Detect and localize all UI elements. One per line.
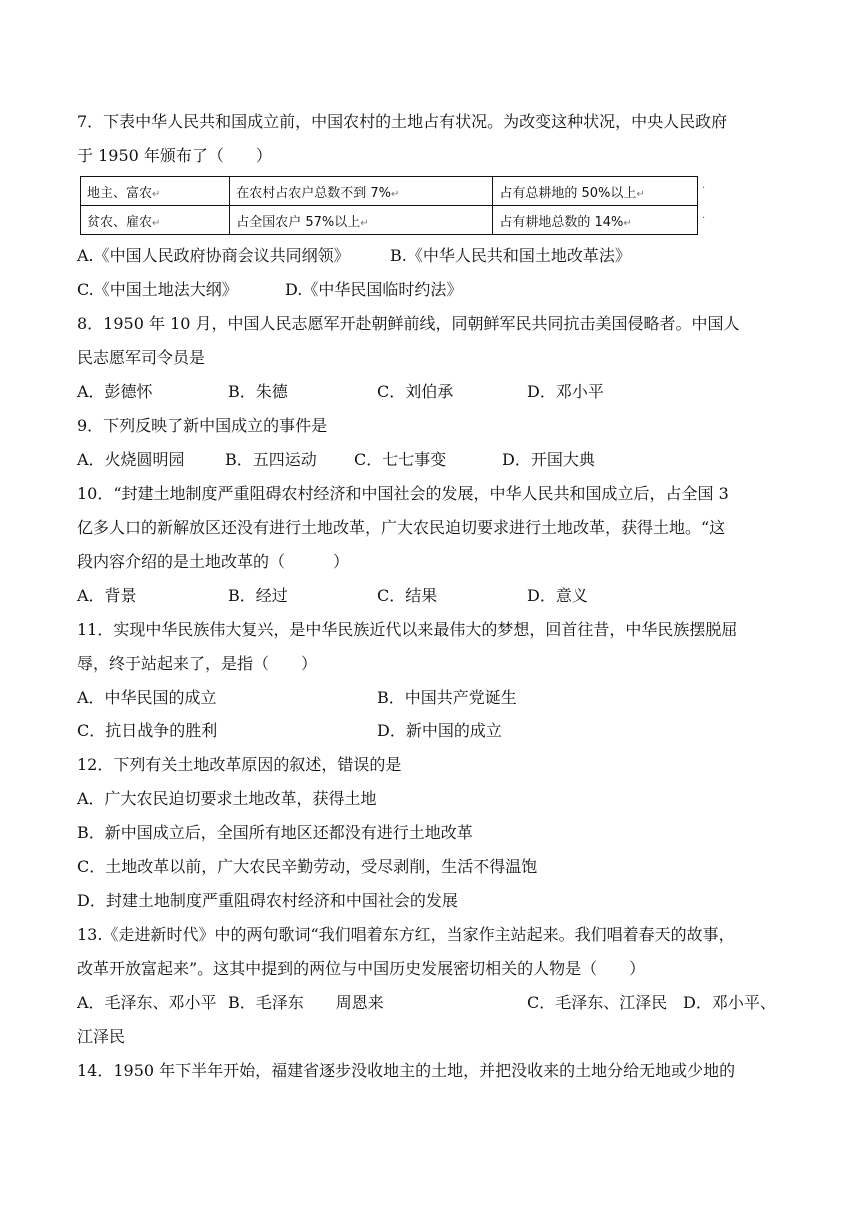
q9-option-c[interactable]: C．七七事变: [354, 450, 447, 469]
q13-option-c[interactable]: C．毛泽东、江泽民: [527, 993, 668, 1012]
q8-option-c[interactable]: C．刘伯承: [377, 382, 454, 401]
land-ownership-table: [80, 176, 698, 235]
q8-stem-line1: 8．1950 年 10 月，中国人民志愿军开赴朝鲜前线，同朝鲜军民共同抗击美国侵略者。中国人: [77, 314, 740, 333]
q10-option-c[interactable]: C．结果: [377, 586, 438, 605]
row-end-mark: ·: [702, 183, 706, 194]
q10-option-a[interactable]: A．背景: [77, 586, 137, 605]
table-cell: 地主、富农↵: [81, 177, 230, 206]
clipped-text-remnant: [80, 232, 310, 240]
q11-stem-line1: 11．实现中华民族伟大复兴，是中华民族近代以来最伟大的梦想，回首往昔，中华民族摆脱屈: [77, 620, 738, 639]
q8-stem-line2: 民志愿军司令员是: [77, 348, 206, 367]
q13-stem-line1: 13.《走进新时代》中的两句歌词“我们唱着东方红，当家作主站起来。我们唱着春天的故事，: [77, 925, 735, 944]
q13-option-d-continued: 江泽民: [77, 1027, 126, 1046]
q10-stem-line3: 段内容介绍的是土地改革的（ ）: [77, 552, 350, 571]
table-cell: 占全国农户 57%以上↵: [230, 206, 493, 235]
table-row: [81, 177, 698, 206]
table-cell: 在农村占农户总数不到 7%↵: [230, 177, 493, 206]
table-cell: 占有耕地总数的 14%↵: [493, 206, 698, 235]
q11-option-b[interactable]: B．中国共产党诞生: [377, 688, 517, 707]
q7-option-d[interactable]: D.《中华民国临时约法》: [285, 280, 463, 299]
table-cell: 贫农、雇农↵: [81, 206, 230, 235]
q10-option-b[interactable]: B．经过: [228, 586, 288, 605]
q13-option-d[interactable]: D．邓小平、: [683, 993, 776, 1012]
q13-stem-line2: 改革开放富起来”。这其中提到的两位与中国历史发展密切相关的人物是（ ）: [77, 959, 646, 978]
q9-option-b[interactable]: B．五四运动: [225, 450, 317, 469]
q7-option-a[interactable]: A.《中国人民政府协商会议共同纲领》: [77, 246, 350, 265]
q12-option-c[interactable]: C．土地改革以前，广大农民辛勤劳动，受尽剥削，生活不得温饱: [77, 857, 538, 876]
q13-option-b[interactable]: B．毛泽东 周恩来: [228, 993, 384, 1012]
q11-stem-line2: 辱，终于站起来了，是指（ ）: [77, 654, 318, 673]
q12-option-a[interactable]: A．广大农民迫切要求土地改革，获得土地: [77, 789, 377, 808]
q9-option-d[interactable]: D．开国大典: [502, 450, 595, 469]
q10-option-d[interactable]: D．意义: [527, 586, 588, 605]
q12-option-d[interactable]: D．封建土地制度严重阻碍农村经济和中国社会的发展: [77, 891, 458, 910]
q8-option-d[interactable]: D．邓小平: [527, 382, 604, 401]
row-end-mark: ·: [702, 213, 706, 224]
q10-stem-line1: 10．“封建土地制度严重阻碍农村经济和中国社会的发展，中华人民共和国成立后，占全国 3: [77, 484, 729, 503]
q12-option-b[interactable]: B．新中国成立后，全国所有地区还都没有进行土地改革: [77, 823, 473, 842]
q11-option-a[interactable]: A．中华民国的成立: [77, 688, 217, 707]
q7-option-c[interactable]: C.《中国土地法大纲》: [77, 280, 238, 299]
q12-stem: 12．下列有关土地改革原因的叙述，错误的是: [77, 755, 402, 774]
q11-option-c[interactable]: C．抗日战争的胜利: [77, 721, 218, 740]
table-row: [81, 206, 698, 235]
q10-stem-line2: 亿多人口的新解放区还没有进行土地改革，广大农民迫切要求进行土地改革，获得土地。“这: [77, 518, 726, 537]
table-cell: 占有总耕地的 50%以上↵: [493, 177, 698, 206]
q9-stem: 9．下列反映了新中国成立的事件是: [77, 416, 328, 435]
q11-option-d[interactable]: D．新中国的成立: [377, 721, 502, 740]
q7-stem-line1: 7．下表中华人民共和国成立前，中国农村的土地占有状况。为改变这种状况，中央人民政府: [77, 112, 728, 131]
q8-option-b[interactable]: B．朱德: [228, 382, 288, 401]
q13-option-a[interactable]: A．毛泽东、邓小平: [77, 993, 217, 1012]
q7-stem-line2: 于 1950 年颁布了（ ）: [77, 146, 272, 165]
q9-option-a[interactable]: A．火烧圆明园: [77, 450, 185, 469]
q7-option-b[interactable]: B.《中华人民共和国土地改革法》: [390, 246, 631, 265]
q8-option-a[interactable]: A．彭德怀: [77, 382, 153, 401]
q14-stem-line1: 14．1950 年下半年开始，福建省逐步没收地主的土地，并把没收来的土地分给无地或少地的: [77, 1061, 736, 1080]
